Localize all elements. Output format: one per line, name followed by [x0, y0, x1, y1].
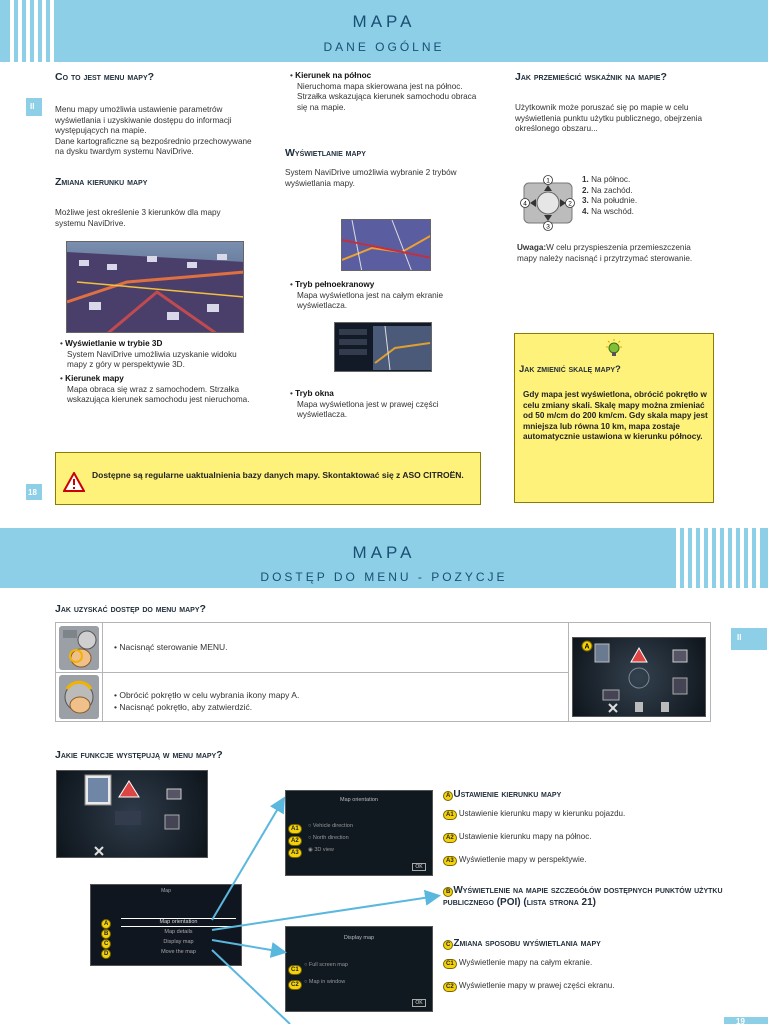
bullet-north: • Kierunek na północ Nieruchoma mapa skierowana jest na północ. Strzałka wskazująca kierunek samochodu obraca się na mapie. — [290, 71, 486, 113]
submenu-item-display[interactable] — [121, 939, 236, 945]
direction-num: 1. — [582, 175, 589, 184]
main-menu-icons — [573, 638, 707, 718]
orientation-option-label: 3D view — [314, 847, 334, 853]
direction-item — [582, 207, 722, 218]
side-tab-bottom: II — [731, 628, 767, 650]
section-a-item-3 — [443, 855, 723, 866]
direction-item — [582, 175, 722, 186]
bullet-fullscreen-text: Mapa wyświetlona jest na całym ekranie wyświetlacza. — [297, 290, 444, 310]
ok-button[interactable]: OK — [412, 999, 426, 1007]
orientation-title: Map orientation — [340, 797, 378, 803]
submenu-label: Move the map — [161, 949, 196, 955]
step-divider — [56, 672, 568, 673]
section-c-badge: C — [443, 940, 453, 950]
paragraph-map-menu — [55, 105, 253, 158]
step2b-label: Nacisnąć pokrętło, aby zatwierdzić. — [119, 702, 253, 712]
note-speed — [517, 243, 713, 264]
page-subtitle: DANE OGÓLNE — [323, 40, 445, 54]
badge-a3: A3 — [288, 848, 302, 858]
bullet-map-heading: • Kierunek mapy Mapa obraca się wraz z samochodem. Strzałka wskazująca kierunek samochodu jest nieruchoma. — [60, 374, 258, 406]
bullet-map-heading-title: Kierunek mapy — [65, 374, 124, 383]
hand-press-menu-icon — [59, 626, 99, 670]
menu-icon-letter: A — [584, 643, 590, 651]
tip-text: Gdy mapa jest wyświetlona, obrócić pokrętło w celu zmiany skali. Skalę mapy można zmieniać od 50 m/cm do 200 km/cm. Gdy skala mapy jest mniejsza lub równa 10 km, mapa zostaje automatycznie ustawiona w kierunku północy. — [523, 390, 708, 441]
section-c-item-2 — [443, 981, 723, 992]
direction-text: Na zachód. — [591, 185, 633, 195]
section-a-title-text: Ustawienie kierunku mapy — [453, 789, 562, 800]
section-a3-text: Wyświetlenie mapy w perspektywie. — [458, 855, 587, 864]
direction-text: Na południe. — [591, 196, 638, 205]
page-title: MAPA — [352, 12, 416, 31]
submenu-label: Map orientation — [159, 919, 198, 925]
note-label: Uwaga: — [517, 243, 547, 252]
direction-text: Na wschód. — [591, 206, 634, 216]
heading-menu-functions: Jakie funkcje występują w menu mapy? — [55, 749, 223, 761]
ok-button[interactable]: OK — [412, 863, 426, 871]
badge-a2: A2 — [288, 836, 302, 846]
menu-button-photo — [59, 626, 99, 670]
section-c — [443, 938, 723, 992]
step2a-label: Obrócić pokrętło w celu wybrania ikony mapy A. — [119, 690, 300, 700]
badge-b: B — [101, 929, 111, 939]
orientation-option[interactable]: ○ North direction — [308, 835, 349, 841]
heading-move-cursor: Jak przemieścić wskaźnik na mapie? — [515, 71, 667, 83]
section-c-item-1 — [443, 958, 723, 969]
display-map-screenshot — [285, 926, 433, 1012]
step1-text: • Nacisnąć sterowanie MENU. — [114, 642, 228, 652]
map-window-image — [334, 322, 432, 372]
direction-list — [582, 175, 722, 217]
column-divider — [568, 623, 569, 721]
section-c1-text: Wyświetlenie mapy na całym ekranie. — [458, 958, 593, 967]
orientation-option[interactable]: ○ Vehicle direction — [308, 823, 353, 829]
paragraph-move-cursor: Użytkownik może poruszać się po mapie w celu wyświetlenia punktu użytku publicznego, obejrzenia określonego obszaru... — [515, 103, 703, 133]
direction-item — [582, 196, 722, 207]
heading-map-display: Wyświetlanie mapy — [285, 147, 366, 159]
submenu-item-orientation[interactable] — [121, 918, 236, 927]
column-divider — [102, 623, 103, 721]
submenu-label: Display map — [163, 939, 194, 945]
direction-text: Na północ. — [591, 175, 631, 184]
section-a — [443, 789, 723, 866]
dial-photo — [59, 675, 99, 719]
orientation-option-label: North direction — [312, 835, 349, 841]
submenu-title: Map — [161, 888, 171, 894]
section-c-title — [443, 938, 723, 950]
badge-c: C — [101, 939, 111, 949]
bullet-fullscreen-title: Tryb pełnoekranowy — [295, 280, 375, 289]
map-submenu-screenshot — [90, 884, 242, 966]
direction-num: 2. — [582, 185, 589, 195]
heading-what-is-map-menu: Co to jest menu mapy? — [55, 71, 155, 83]
direction-pad — [520, 175, 576, 231]
warning-icon — [63, 472, 85, 492]
bullet-map-heading-text: Mapa obraca się wraz z samochodem. Strzałka wskazująca kierunek samochodu jest nieruchoma. — [67, 384, 250, 404]
section-a1-text: Ustawienie kierunku mapy w kierunku pojazdu. — [458, 809, 626, 818]
badge-c1: C1 — [288, 965, 302, 975]
badge-a: A — [101, 919, 111, 929]
section-a-item-2 — [443, 832, 723, 843]
map-window-illustration — [335, 323, 432, 372]
paragraph-map-menu-1: Menu mapy umożliwia ustawienie parametrów wyświetlania i uzyskiwanie dostępu do informacji występujących na mapie. — [55, 105, 232, 135]
pad-label-2: 2 — [568, 200, 572, 208]
map-3d-illustration — [67, 242, 244, 333]
map-orientation-screenshot — [285, 790, 433, 876]
bullet-north-title: Kierunek na północ — [295, 71, 372, 80]
access-steps-table — [55, 622, 711, 722]
section-c-title-text: Zmiana sposobu wyświetlania mapy — [453, 938, 601, 949]
section-c2-text: Wyświetlenie mapy w prawej części ekranu. — [458, 981, 615, 990]
page-subtitle-bottom: DOSTĘP DO MENU - POZYCJE — [260, 570, 508, 584]
section-b-badge: B — [443, 887, 453, 897]
badge-d: D — [101, 949, 111, 959]
warning-text: Dostępne są regularne uaktualnienia bazy danych mapy. Skontaktować się z ASO CITROËN. — [92, 470, 464, 480]
heading-access-menu: Jak uzyskać dostęp do menu mapy? — [55, 603, 206, 615]
badge-a1: A1 — [288, 824, 302, 834]
section-a3-badge: A3 — [443, 856, 457, 866]
page-number-bottom: 19 — [736, 1017, 745, 1026]
heading-map-direction: Zmiana kierunku mapy — [55, 176, 148, 188]
display-option-label: Full screen map — [308, 962, 348, 968]
direction-pad-icon — [520, 175, 576, 231]
section-b — [443, 885, 723, 909]
map-3d-image — [66, 241, 244, 333]
section-a-item-1 — [443, 809, 723, 820]
paragraph-map-display: System NaviDrive umożliwia wybranie 2 trybów wyświetlania mapy. — [285, 168, 457, 188]
page-title-bottom: MAPA — [352, 543, 416, 562]
section-a-title — [443, 789, 723, 801]
page-number-tab-bottom — [724, 1017, 768, 1024]
step2-text: • Obrócić pokrętło w celu wybrania ikony mapy A. • Nacisnąć pokrętło, aby zatwierdzić. — [114, 690, 300, 712]
page-number: 18 — [28, 488, 37, 497]
step1-label: Nacisnąć sterowanie MENU. — [119, 642, 228, 652]
direction-item — [582, 186, 722, 197]
section-a-badge: A — [443, 791, 453, 801]
submenu-label: Map details — [164, 929, 193, 935]
section-c2-badge: C2 — [443, 982, 457, 992]
bullet-window-title: Tryb okna — [295, 389, 334, 398]
map-fullscreen-image — [341, 219, 431, 271]
orientation-option[interactable]: ◉ 3D view — [308, 847, 334, 853]
map-menu-screenshot-top — [56, 770, 208, 858]
section-a2-text: Ustawienie kierunku mapy na północ. — [458, 832, 592, 841]
submenu-item-move[interactable] — [121, 949, 236, 955]
map-menu-top-icons — [57, 771, 209, 859]
bullet-3d: • Wyświetlanie w trybie 3D System NaviDrive umożliwia uzyskanie widoku mapy z góry w perspektywie 3D. — [60, 339, 258, 371]
paragraph-map-direction: Możliwe jest określenie 3 kierunków dla mapy systemu NaviDrive. — [55, 208, 221, 228]
main-menu-screenshot — [572, 637, 706, 717]
bullet-window: • Tryb okna Mapa wyświetlona jest w prawej części wyświetlacza. — [290, 389, 486, 421]
page-number-tab — [26, 484, 42, 500]
paragraph-map-menu-2: Dane kartograficzne są bezpośrednio przechowywane na dysku twardym systemu NaviDrive. — [55, 136, 252, 156]
section-b-title: Wyświetlenie na mapie szczegółów dostępnych punktów użytku publicznego (POI) (lista strona 21) — [443, 885, 723, 908]
bullet-north-text: Nieruchoma mapa skierowana jest na północ. Strzałka wskazująca kierunek samochodu obraca się na mapie. — [297, 81, 477, 112]
tip-box-scale — [514, 333, 714, 503]
bullet-fullscreen: • Tryb pełnoekranowy Mapa wyświetlona jest na całym ekranie wyświetlacza. — [290, 280, 486, 312]
bullet-3d-title: Wyświetlanie w trybie 3D — [65, 339, 163, 348]
warning-box — [55, 452, 481, 505]
display-option-label: Map in window — [308, 979, 346, 985]
display-option[interactable]: ○ Map in window — [304, 979, 346, 985]
bullet-window-text: Mapa wyświetlona jest w prawej części wyświetlacza. — [297, 399, 439, 419]
pad-label-3: 3 — [546, 223, 550, 231]
hand-rotate-dial-icon — [59, 675, 99, 719]
display-option[interactable]: ○ Full screen map — [304, 962, 348, 968]
submenu-item-details[interactable] — [121, 929, 236, 935]
bullet-3d-text: System NaviDrive umożliwia uzyskanie widoku mapy z góry w perspektywie 3D. — [67, 349, 237, 369]
tip-title: Jak zmienić skalę mapy? — [519, 364, 621, 375]
orientation-option-label: Vehicle direction — [312, 823, 353, 829]
direction-num: 4. — [582, 206, 589, 216]
side-tab: II — [26, 98, 42, 116]
section-a2-badge: A2 — [443, 833, 457, 843]
section-c1-badge: C1 — [443, 959, 457, 969]
pad-label-1: 1 — [546, 177, 550, 185]
display-title: Display map — [343, 935, 375, 941]
note-text: W celu przyspieszenia przemieszczenia mapy należy nacisnąć i przytrzymać sterowanie. — [517, 243, 693, 263]
badge-c2: C2 — [288, 980, 302, 990]
lightbulb-icon — [604, 339, 624, 359]
pad-label-4: 4 — [523, 200, 527, 208]
map-fullscreen-illustration — [342, 220, 431, 271]
direction-num: 3. — [582, 196, 589, 205]
section-a1-badge: A1 — [443, 810, 457, 820]
